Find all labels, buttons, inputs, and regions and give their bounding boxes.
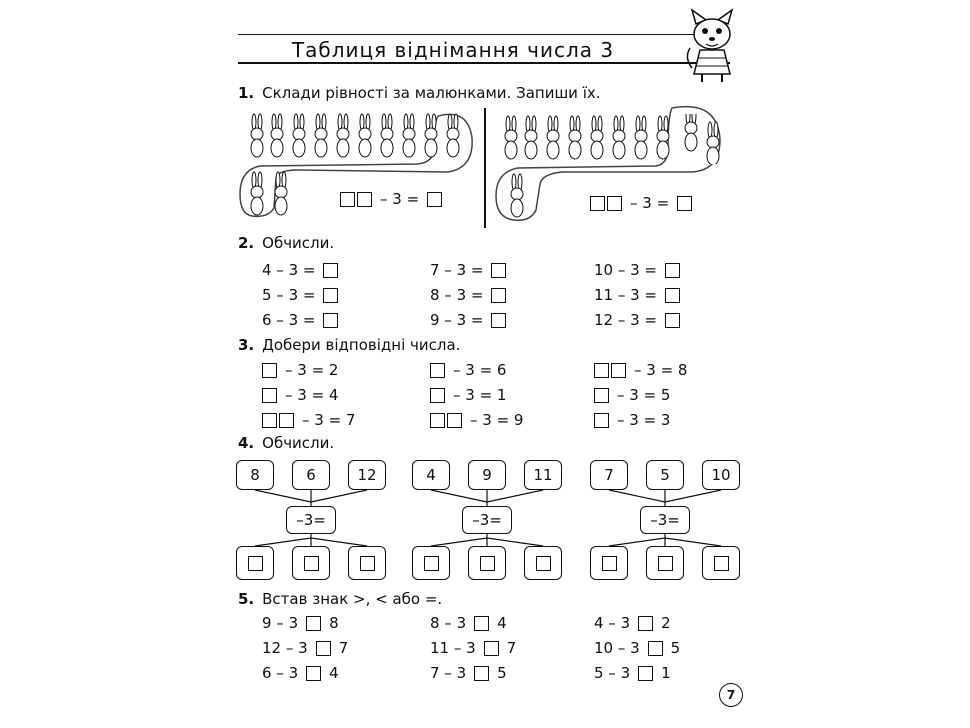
flow-line — [487, 490, 543, 502]
picture-divider — [484, 108, 486, 228]
comparison-right: 4 — [329, 664, 339, 682]
header-rule — [238, 62, 730, 64]
operation-box: –3= — [286, 506, 336, 534]
sign-box[interactable] — [648, 641, 663, 656]
equation-text: 4 – 3 = — [262, 261, 316, 279]
result-box[interactable] — [702, 546, 740, 580]
task3-equation — [594, 361, 687, 379]
comparison-right: 7 — [338, 639, 349, 657]
answer-boxes-2[interactable] — [594, 363, 626, 378]
task2-equation — [594, 311, 680, 329]
equation-text: 9 – 3 = — [430, 311, 484, 329]
equation-text: – 3 = 5 — [617, 386, 671, 404]
equation-text: 10 – 3 = — [594, 261, 658, 279]
input-number-box: 6 — [292, 460, 330, 490]
comparison-left: 7 – 3 — [430, 664, 467, 682]
task2-equation — [262, 311, 338, 329]
task1-right-eq-text: – 3 = — [630, 194, 670, 212]
result-box[interactable] — [590, 546, 628, 580]
answer-box[interactable] — [430, 388, 445, 403]
task2-number: 2. — [238, 234, 255, 252]
equation-text: 11 – 3 = — [594, 286, 658, 304]
answer-box[interactable] — [480, 556, 495, 571]
comparison-right: 5 — [497, 664, 507, 682]
equation-text: – 3 = 4 — [285, 386, 339, 404]
answer-box[interactable] — [594, 388, 609, 403]
task3-equation — [594, 386, 670, 404]
equation-text: 6 – 3 = — [262, 311, 316, 329]
answer-box[interactable] — [262, 388, 277, 403]
task3-equation — [430, 411, 523, 429]
comparison-left: 8 – 3 — [430, 614, 467, 632]
sign-box[interactable] — [474, 616, 489, 631]
answer-box[interactable] — [491, 288, 506, 303]
result-box[interactable] — [524, 546, 562, 580]
answer-box[interactable] — [447, 413, 462, 428]
answer-box[interactable] — [491, 313, 506, 328]
answer-box[interactable] — [262, 363, 277, 378]
answer-box[interactable] — [665, 288, 680, 303]
rabbit-row-left — [244, 112, 474, 166]
flow-line — [431, 538, 487, 546]
equation-text: – 3 = 1 — [453, 386, 507, 404]
sign-box[interactable] — [638, 666, 653, 681]
answer-box[interactable] — [602, 556, 617, 571]
equation-text: 5 – 3 = — [262, 286, 316, 304]
task5-comparison — [262, 614, 339, 632]
rabbit-pair-left — [244, 170, 304, 224]
input-number-box: 8 — [236, 460, 274, 490]
task5-comparison — [262, 664, 339, 682]
flow-line — [255, 538, 311, 546]
task4-text: Обчисли. — [262, 434, 335, 452]
task2-text: Обчисли. — [262, 234, 335, 252]
task4-heading — [238, 434, 334, 452]
input-number-box: 9 — [468, 460, 506, 490]
task3-heading — [238, 336, 460, 354]
input-number-box: 11 — [524, 460, 562, 490]
task5-heading — [238, 590, 442, 608]
comparison-right: 7 — [506, 639, 517, 657]
input-number-box: 4 — [412, 460, 450, 490]
comparison-right: 2 — [661, 614, 671, 632]
comparison-left: 10 – 3 — [594, 639, 640, 657]
answer-boxes-2[interactable] — [590, 196, 622, 211]
result-box[interactable] — [292, 546, 330, 580]
task3-equation — [430, 361, 506, 379]
answer-box[interactable] — [491, 263, 506, 278]
answer-box[interactable] — [677, 196, 692, 211]
operation-box: –3= — [462, 506, 512, 534]
flow-line — [609, 490, 665, 502]
task5-comparison — [594, 664, 671, 682]
task2-equation — [262, 286, 338, 304]
comparison-right: 5 — [670, 639, 681, 657]
comparison-right: 8 — [329, 614, 339, 632]
sign-box[interactable] — [474, 666, 489, 681]
result-box[interactable] — [646, 546, 684, 580]
task5-text: Встав знак >, < або =. — [262, 590, 443, 608]
result-box[interactable] — [412, 546, 450, 580]
task5-comparison — [430, 614, 507, 632]
answer-box[interactable] — [665, 313, 680, 328]
task5-number: 5. — [238, 590, 255, 608]
flow-line — [311, 538, 367, 546]
flow-line — [255, 490, 311, 502]
result-box[interactable] — [348, 546, 386, 580]
comparison-right: 4 — [497, 614, 507, 632]
task5-comparison — [430, 639, 516, 657]
task2-equation — [430, 286, 506, 304]
task5-comparison — [430, 664, 507, 682]
sign-box[interactable] — [306, 616, 321, 631]
answer-box[interactable] — [594, 413, 609, 428]
rabbit-icon — [504, 172, 534, 222]
flow-line — [431, 490, 487, 502]
comparison-right: 1 — [661, 664, 671, 682]
answer-box[interactable] — [262, 413, 277, 428]
page-number: 7 — [719, 683, 743, 707]
equation-text: – 3 = 7 — [302, 411, 356, 429]
equation-text: – 3 = 6 — [453, 361, 507, 379]
answer-box[interactable] — [360, 556, 375, 571]
answer-box[interactable] — [430, 363, 445, 378]
task3-number: 3. — [238, 336, 255, 354]
task3-text: Добери відповідні числа. — [262, 336, 461, 354]
result-box[interactable] — [236, 546, 274, 580]
task1-left-equation — [340, 190, 442, 208]
equation-text: – 3 = 9 — [470, 411, 524, 429]
task3-equation — [430, 386, 506, 404]
answer-box[interactable] — [323, 313, 338, 328]
answer-box[interactable] — [427, 192, 442, 207]
sign-box[interactable] — [484, 641, 499, 656]
task5-comparison — [262, 639, 348, 657]
rabbit-group-icon — [498, 114, 728, 164]
task2-equation — [594, 286, 680, 304]
answer-box[interactable] — [430, 413, 445, 428]
input-number-box: 7 — [590, 460, 628, 490]
equation-text: – 3 = 3 — [617, 411, 671, 429]
operation-box: –3= — [640, 506, 690, 534]
answer-box[interactable] — [714, 556, 729, 571]
flow-line — [311, 490, 367, 502]
answer-box[interactable] — [424, 556, 439, 571]
task3-equation — [262, 411, 355, 429]
equation-text: – 3 = 2 — [285, 361, 339, 379]
answer-box[interactable] — [323, 288, 338, 303]
flow-line — [487, 538, 543, 546]
equation-text: 8 – 3 = — [430, 286, 484, 304]
task2-equation — [430, 311, 506, 329]
page-title: Таблиця віднімання числа 3 — [291, 38, 615, 62]
input-number-box: 10 — [702, 460, 740, 490]
rabbit-group-icon — [244, 112, 474, 162]
comparison-left: 4 – 3 — [594, 614, 631, 632]
equation-text: – 3 = 8 — [634, 361, 688, 379]
flow-line — [665, 538, 721, 546]
task1-right-equation — [590, 194, 692, 212]
task5-comparison — [594, 614, 671, 632]
comparison-left: 5 – 3 — [594, 664, 631, 682]
answer-boxes-2[interactable] — [262, 413, 294, 428]
task3-equation — [262, 386, 338, 404]
equation-text: 7 – 3 = — [430, 261, 484, 279]
mascot-fox-icon — [684, 8, 740, 84]
task2-equation — [262, 261, 338, 279]
result-box[interactable] — [468, 546, 506, 580]
flow-line — [609, 538, 665, 546]
task1-text: Склади рівності за малюнками. Запиши їх. — [262, 84, 601, 102]
task5-comparison — [594, 639, 680, 657]
rabbit-row-right — [498, 114, 728, 168]
input-number-box: 5 — [646, 460, 684, 490]
input-number-box: 12 — [348, 460, 386, 490]
comparison-left: 12 – 3 — [262, 639, 308, 657]
comparison-left: 6 – 3 — [262, 664, 299, 682]
answer-box[interactable] — [248, 556, 263, 571]
task1-left-eq-text: – 3 = — [380, 190, 420, 208]
answer-box[interactable] — [279, 413, 294, 428]
comparison-left: 11 – 3 — [430, 639, 476, 657]
rabbit-group-icon — [244, 170, 304, 220]
answer-boxes-2[interactable] — [340, 192, 372, 207]
task4-number: 4. — [238, 434, 255, 452]
answer-boxes-2[interactable] — [430, 413, 462, 428]
answer-box[interactable] — [665, 263, 680, 278]
task2-equation — [430, 261, 506, 279]
equation-text: 12 – 3 = — [594, 311, 658, 329]
answer-box[interactable] — [323, 263, 338, 278]
task2-equation — [594, 261, 680, 279]
answer-box[interactable] — [304, 556, 319, 571]
sign-box[interactable] — [306, 666, 321, 681]
answer-box[interactable] — [611, 363, 626, 378]
task3-equation — [262, 361, 338, 379]
answer-box[interactable] — [536, 556, 551, 571]
answer-box[interactable] — [594, 363, 609, 378]
task1-number: 1. — [238, 84, 255, 102]
sign-box[interactable] — [638, 616, 653, 631]
header-rule-top — [238, 34, 730, 35]
rabbit-single-right — [504, 172, 534, 226]
sign-box[interactable] — [316, 641, 331, 656]
comparison-left: 9 – 3 — [262, 614, 299, 632]
flow-line — [665, 490, 721, 502]
task2-heading — [238, 234, 334, 252]
task3-equation — [594, 411, 670, 429]
answer-box[interactable] — [658, 556, 673, 571]
